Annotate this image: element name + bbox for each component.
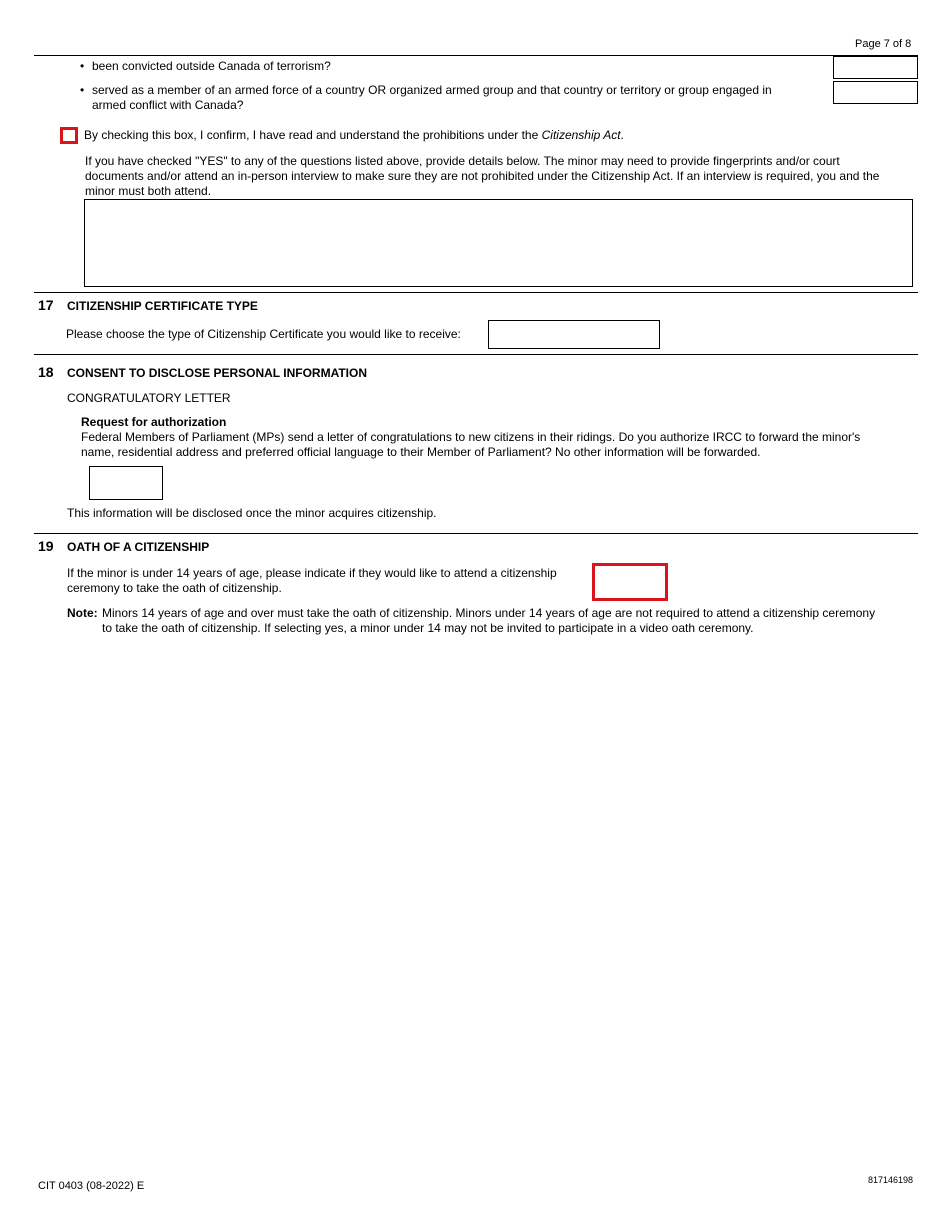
bullet-icon: • [80,83,85,97]
form-code: CIT 0403 (08-2022) E [38,1180,145,1192]
section-17-number: 17 [38,297,54,313]
certificate-type-select[interactable] [488,320,660,349]
congratulatory-letter-subtitle: CONGRATULATORY LETTER [67,391,231,405]
authorization-select[interactable] [89,466,163,500]
confirm-prohibitions-label [84,128,624,143]
page-number: Page 7 of 8 [855,38,912,50]
answer-terrorism-select[interactable] [833,56,918,79]
details-instructions-line1: If you have checked "YES" to any of the questions listed above, provide details below. The minor may need to provide fingerprints and/or court [85,154,840,168]
oath-prompt-line1: If the minor is under 14 years of age, please indicate if they would like to attend a citizenship [67,566,557,580]
oath-ceremony-select[interactable] [592,563,668,601]
note-line2: to take the oath of citizenship. If selecting yes, a minor under 14 may not be invited to participate in a video oath ceremony. [102,621,754,635]
answer-armed-force-select[interactable] [833,81,918,104]
request-authorization-line2: name, residential address and preferred official language to their Member of Parliament? No other information will be forwarded. [81,445,761,459]
details-instructions-line3: minor must both attend. [85,184,212,198]
certificate-type-prompt: Please choose the type of Citizenship Certificate you would like to receive: [66,327,461,341]
confirm-prohibitions-checkbox[interactable] [60,127,78,144]
section-19-number: 19 [38,538,54,554]
question-armed-force-line1: served as a member of an armed force of a country OR organized armed group and that country or territory or group engaged in [92,83,772,97]
confirm-act: Citizenship Act [541,128,621,142]
confirm-end: . [620,128,624,142]
barcode-number: 817146198 [868,1175,914,1185]
confirm-text: By checking this box, I confirm, I have read and understand the prohibitions under the [84,128,542,142]
note-label: Note: [67,606,98,620]
section-19-title: OATH OF A CITIZENSHIP [67,540,210,554]
question-terrorism: been convicted outside Canada of terrorism? [92,59,331,73]
oath-prompt-line2: ceremony to take the oath of citizenship. [67,581,282,595]
section-17-title: CITIZENSHIP CERTIFICATE TYPE [67,299,258,313]
divider [34,292,918,293]
request-authorization-heading: Request for authorization [81,415,227,429]
divider [34,533,918,534]
divider [34,55,918,56]
details-instructions-line2: documents and/or attend an in-person interview to make sure they are not prohibited under the Citizenship Act. If an interview is required, you and the [85,169,880,183]
details-textarea[interactable] [84,199,913,287]
section-18-number: 18 [38,364,54,380]
note-line1: Minors 14 years of age and over must take the oath of citizenship. Minors under 14 years of age are not required to attend a citizenship ceremony [102,606,876,620]
bullet-icon: • [80,59,85,73]
disclose-note: This information will be disclosed once the minor acquires citizenship. [67,506,437,520]
request-authorization-line1: Federal Members of Parliament (MPs) send a letter of congratulations to new citizens in their ridings. Do you authorize IRCC to forward the minor's [81,430,861,444]
section-18-title: CONSENT TO DISCLOSE PERSONAL INFORMATION [67,366,368,380]
divider [34,354,918,355]
question-armed-force-line2: armed conflict with Canada? [92,98,244,112]
